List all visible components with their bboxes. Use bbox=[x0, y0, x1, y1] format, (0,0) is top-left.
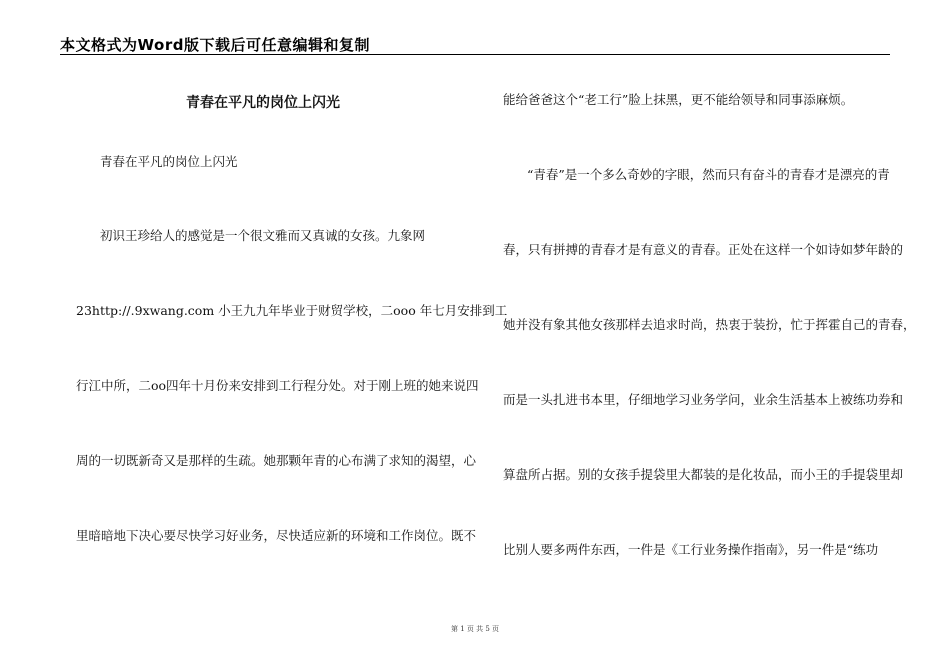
banner-divider bbox=[60, 54, 890, 55]
paragraph-line: 她并没有象其他女孩那样去追求时尚，热衷于装扮，忙于挥霍自己的青春， bbox=[503, 317, 916, 332]
paragraph-line: 而是一头扎进书本里，仔细地学习业务学问，业余生活基本上被练功券和 bbox=[503, 392, 904, 407]
paragraph-line: 周的一切既新奇又是那样的生疏。她那颗年青的心布满了求知的渴望，心 bbox=[76, 453, 477, 468]
article-title: 青春在平凡的岗位上闪光 bbox=[186, 95, 340, 111]
paragraph-line: 行江中所，二oo四年十月份来安排到工行程分处。对于刚上班的她来说四 bbox=[76, 378, 479, 393]
document-banner: 本文格式为Word版下载后可任意编辑和复制 bbox=[60, 36, 370, 54]
paragraph-line: 青春在平凡的岗位上闪光 bbox=[100, 154, 238, 169]
paragraph-line: 里暗暗地下决心要尽快学习好业务，尽快适应新的环境和工作岗位。既不 bbox=[76, 528, 477, 543]
page-number: 第 1 页 共 5 页 bbox=[450, 625, 500, 633]
paragraph-line: 初识王珍给人的感觉是一个很文雅而又真诚的女孩。九象网 bbox=[100, 228, 426, 243]
paragraph-line: 能给爸爸这个“老工行”脸上抹黑，更不能给领导和同事添麻烦。 bbox=[503, 92, 854, 107]
paragraph-line: 算盘所占据。别的女孩手提袋里大都装的是化妆品，而小王的手提袋里却 bbox=[503, 467, 904, 482]
paragraph-line: “青春”是一个多么奇妙的字眼，然而只有奋斗的青春才是漂亮的青 bbox=[527, 167, 890, 182]
paragraph-line: 春，只有拼搏的青春才是有意义的青春。正处在这样一个如诗如梦年龄的 bbox=[503, 242, 904, 257]
paragraph-line: 23http://.9xwang.com 小王九九年毕业于财贸学校，二ooo 年七月安排到工 bbox=[76, 303, 508, 318]
paragraph-line: 比别人要多两件东西，一件是《工行业务操作指南》，另一件是“练功 bbox=[503, 542, 879, 557]
